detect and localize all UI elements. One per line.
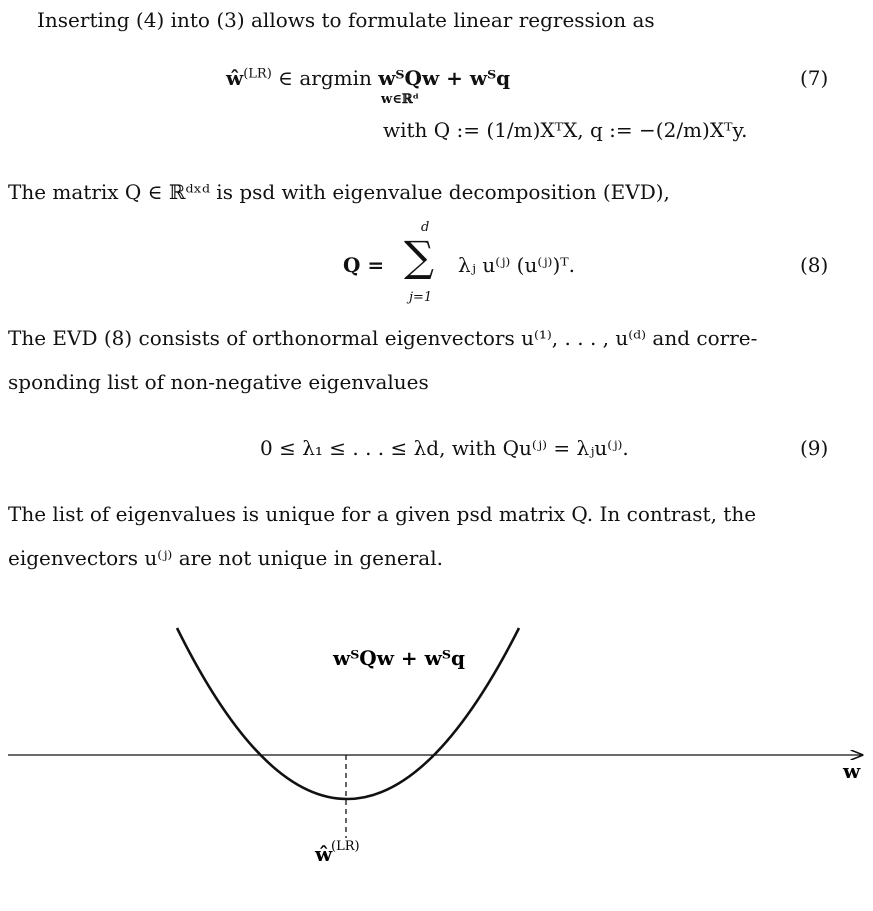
sum-upper-limit: d xyxy=(421,220,430,235)
evd-paragraph-line-2: sponding list of non-negative eigenvalues xyxy=(8,370,429,394)
intro-text: Inserting (4) into (3) allows to formulate linear regression as xyxy=(37,8,655,32)
element-of-symbol: ∈ xyxy=(278,66,293,90)
evd-paragraph-line-1: The EVD (8) consists of orthonormal eigenvectors u⁽¹⁾, . . . , u⁽ᵈ⁾ and corre- xyxy=(8,326,758,350)
objective-expression: wᵀQw + wᵀq xyxy=(378,66,511,90)
matrix-paragraph: The matrix Q ∈ ℝᵈˣᵈ is psd with eigenvalue decomposition (EVD), xyxy=(8,180,670,204)
equation-7-with-line: with Q := (1/m)XᵀX, q := −(2/m)Xᵀy. xyxy=(383,118,748,142)
argmin-operator: argmin xyxy=(299,66,372,90)
w-hat: ŵ xyxy=(226,66,244,90)
minimizer-superscript: (LR) xyxy=(331,839,360,854)
sum-symbol: ∑ xyxy=(404,232,434,281)
uniqueness-paragraph-line-2: eigenvectors u⁽ʲ⁾ are not unique in general. xyxy=(8,546,443,570)
equation-9: 0 ≤ λ₁ ≤ . . . ≤ λd, with Qu⁽ʲ⁾ = λⱼu⁽ʲ⁾. xyxy=(260,436,629,460)
equation-8-lhs: Q = xyxy=(343,253,385,277)
uniqueness-paragraph-line-1: The list of eigenvalues is unique for a given psd matrix Q. In contrast, the xyxy=(8,502,757,526)
argmin-subscript: w∈ℝᵈ xyxy=(381,92,420,107)
equation-9-number: (9) xyxy=(800,436,829,460)
curve-label: wᵀQw + wᵀq xyxy=(333,646,465,670)
axis-label: w xyxy=(843,759,861,783)
equation-8-body: λⱼ u⁽ʲ⁾ (u⁽ʲ⁾)ᵀ. xyxy=(458,253,576,277)
w-hat-superscript: (LR) xyxy=(243,66,272,82)
sum-lower-limit: j=1 xyxy=(409,290,433,305)
minimizer-label: ŵ xyxy=(315,842,333,866)
equation-7-number: (7) xyxy=(800,66,829,90)
equation-8-number: (8) xyxy=(800,253,829,277)
